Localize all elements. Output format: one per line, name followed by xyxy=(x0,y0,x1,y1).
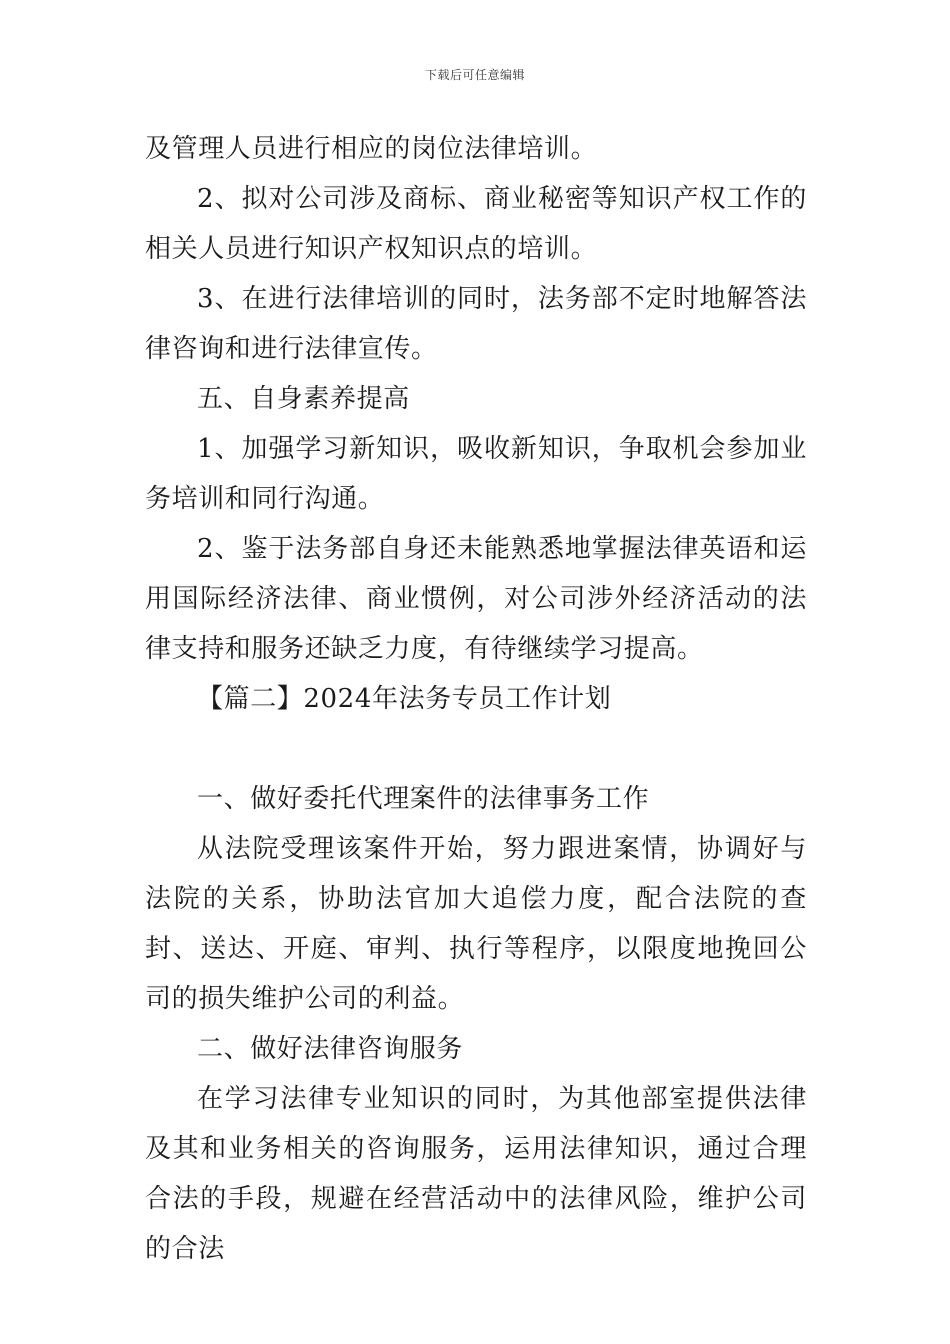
section-heading-agency-cases: 一、做好委托代理案件的法律事务工作 xyxy=(197,784,650,814)
paragraph-item-3-consulting: 3、在进行法律培训的同时，法务部不定时地解答法律咨询和进行法律宣传。 xyxy=(145,284,807,364)
paragraph-item-2-english-law: 2、鉴于法务部自身还未能熟悉地掌握法律英语和运用国际经济法律、商业惯例，对公司涉外经济活动的法律支持和服务还缺乏力度，有待继续学习提高。 xyxy=(145,534,807,664)
blank-line xyxy=(145,724,807,774)
paragraph-consulting-service: 在学习法律专业知识的同时，为其他部室提供法律及其和业务相关的咨询服务，运用法律知识，通过合理合法的手段，规避在经营活动中的法律风险，维护公司的合法 xyxy=(145,1084,807,1264)
document-body xyxy=(145,124,807,1274)
paragraph-item-2-ip-training: 2、拟对公司涉及商标、商业秘密等知识产权工作的相关人员进行知识产权知识点的培训。 xyxy=(145,184,807,264)
paragraph-court-followup: 从法院受理该案件开始，努力跟进案情，协调好与法院的关系，协助法官加大追偿力度，配合法院的查封、送达、开庭、审判、执行等程序，以限度地挽回公司的损失维护公司的利益。 xyxy=(145,834,807,1014)
section-heading-legal-consulting: 二、做好法律咨询服务 xyxy=(197,1034,464,1064)
paragraph-item-1-learning: 1、加强学习新知识，吸收新知识，争取机会参加业务培训和同行沟通。 xyxy=(145,434,807,514)
page-header-note: 下载后可任意编辑 xyxy=(424,68,525,82)
paragraph-continuation: 及管理人员进行相应的岗位法律培训。 xyxy=(145,134,598,164)
section-heading-self-improvement: 五、自身素养提高 xyxy=(197,384,410,414)
section-title-part-two: 【篇二】2024年法务专员工作计划 xyxy=(197,684,612,714)
